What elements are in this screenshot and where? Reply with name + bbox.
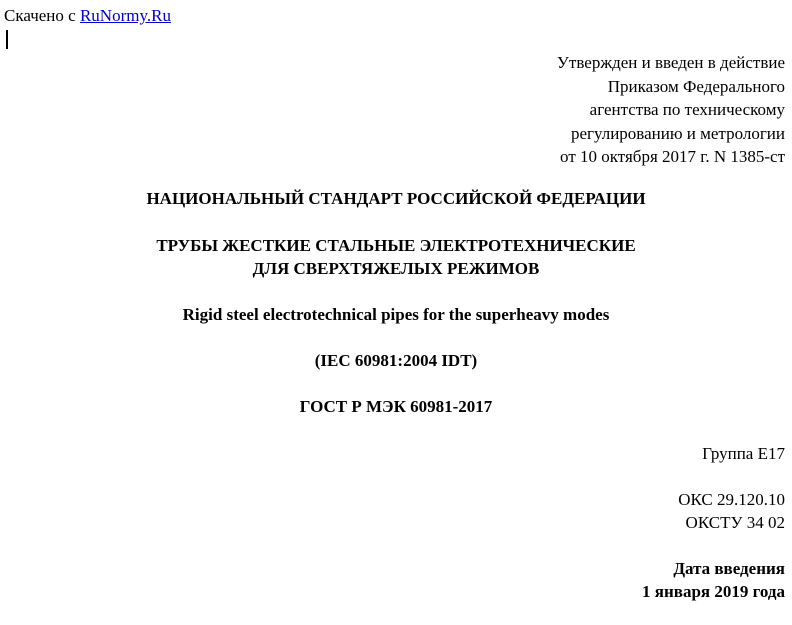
approval-block	[557, 51, 785, 169]
oks-code: ОКС 29.120.10	[678, 490, 785, 509]
english-title: Rigid steel electrotechnical pipes for the superheavy modes	[182, 305, 610, 324]
standard-type-heading: НАЦИОНАЛЬНЫЙ СТАНДАРТ РОССИЙСКОЙ ФЕДЕРАЦИИ	[146, 189, 646, 208]
source-line	[4, 6, 171, 26]
document-title	[0, 234, 792, 280]
runormy-link[interactable]: RuNormy.Ru	[79, 6, 171, 25]
gost-code: ГОСТ Р МЭК 60981-2017	[299, 397, 493, 416]
introduction-date: 1 января 2019 года	[642, 582, 785, 601]
document-title-line-2: ДЛЯ СВЕРХТЯЖЕЛЫХ РЕЖИМОВ	[252, 259, 540, 278]
introduction-date-block	[642, 557, 785, 603]
classification-codes	[678, 488, 785, 534]
text-cursor	[6, 30, 8, 49]
approval-line-4: регулированию и метрологии	[570, 123, 785, 143]
iec-reference: (IEC 60981:2004 IDT)	[314, 351, 478, 370]
downloaded-prefix: Скачено с	[4, 6, 76, 25]
approval-line-1: Утвержден и введен в действие	[556, 53, 785, 72]
document-title-line-1: ТРУБЫ ЖЕСТКИЕ СТАЛЬНЫЕ ЭЛЕКТРОТЕХНИЧЕСКИЕ	[156, 236, 636, 255]
group-code: Группа Е17	[702, 444, 785, 463]
approval-line-3: агентства по техническому	[589, 100, 785, 120]
approval-line-5: от 10 октября 2017 г. N 1385-ст	[560, 147, 785, 167]
approval-line-2: Приказом Федерального	[607, 76, 785, 96]
okstu-code: ОКСТУ 34 02	[685, 513, 785, 532]
introduction-label: Дата введения	[673, 559, 785, 578]
